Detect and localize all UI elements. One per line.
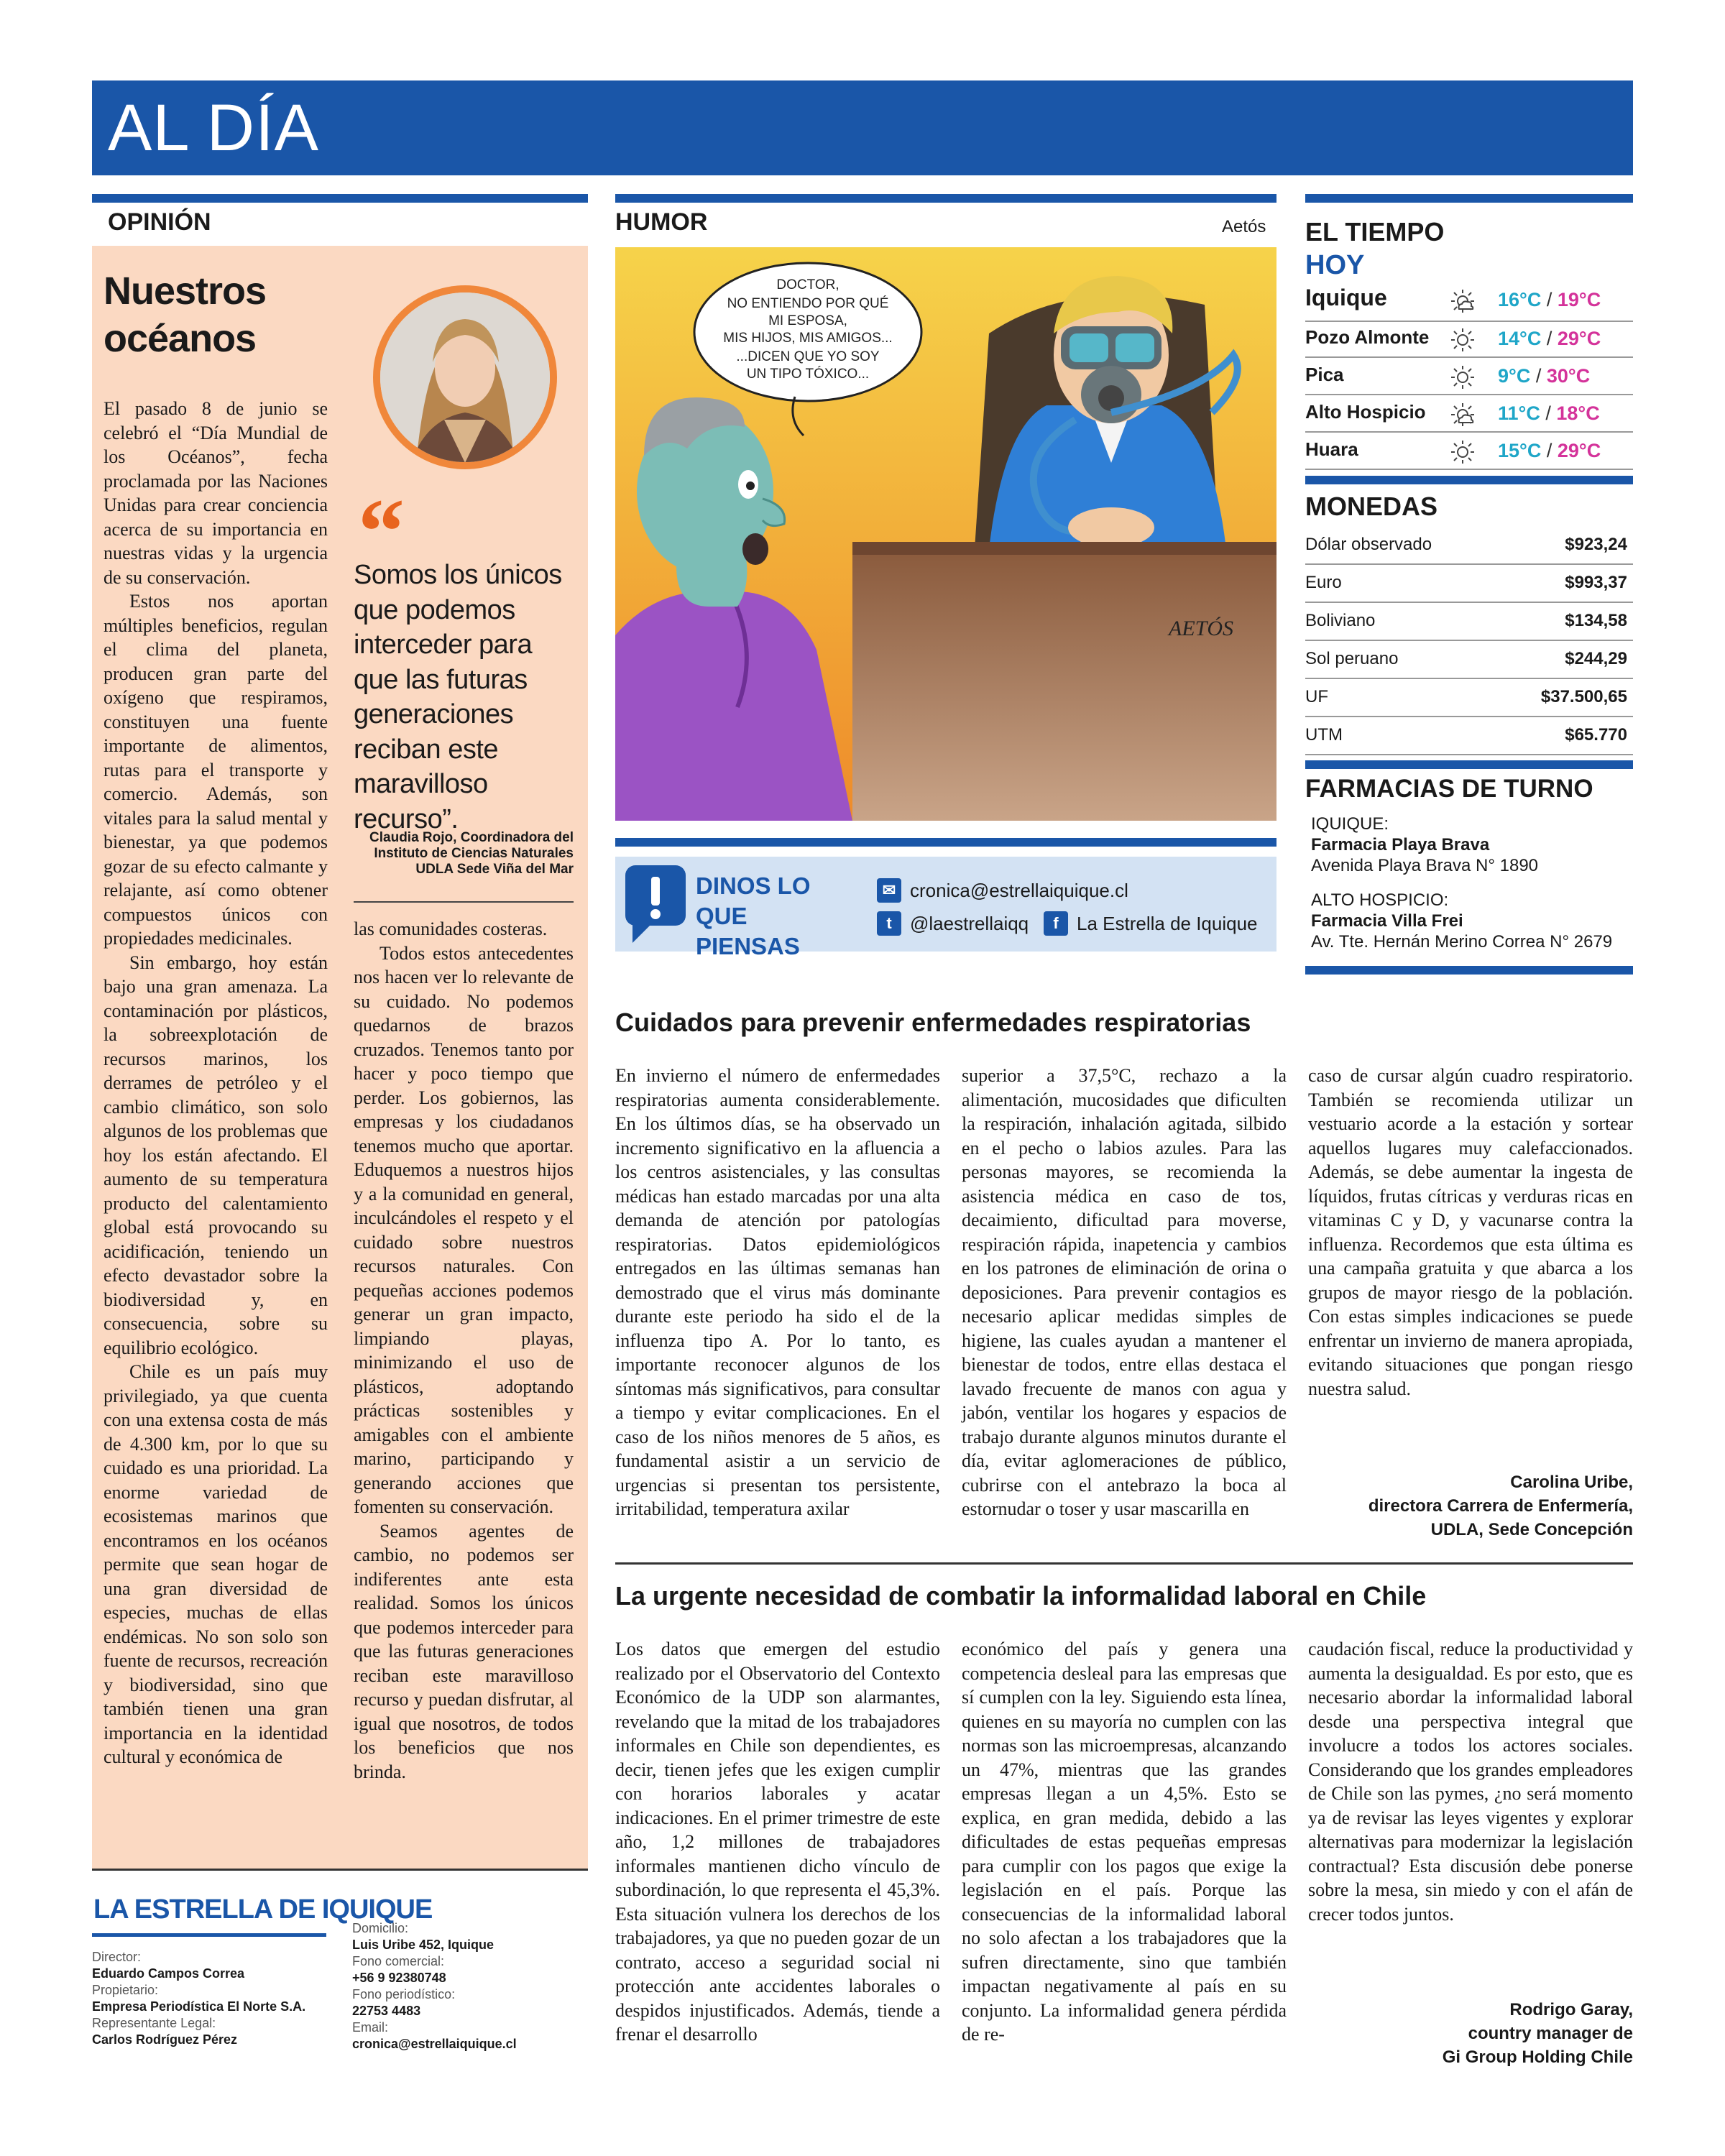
- currency-name: UF: [1305, 687, 1328, 706]
- twitter-icon: t: [877, 911, 901, 936]
- article-2-signature: [1443, 1998, 1633, 2069]
- feedback-twitter-link[interactable]: @laestrellaiqq: [910, 913, 1029, 934]
- pharmacy-item: [1311, 814, 1633, 876]
- currency-row: [1305, 526, 1633, 565]
- paragraph: caso de cursar algún cuadro respiratorio. También se recomienda utilizar un vestuario acorde a la estación y sortear aquellos lugares muy calefaccionados. Además, se debe aumentar la ingesta de líquidos, frutas cítricas y verduras ricas en vitaminas C y D, y vacunarse contra la influenza. Recordemos que esta última es una campaña gratuita y que abarca a los grupos de mayor riesgo de la población. Con estas simples indicaciones se puede enfrentar un invierno de manera apropiada, evitando situaciones que pongan riesgo nuestra salud.: [1308, 1065, 1633, 1399]
- weather-city: Huara: [1305, 438, 1358, 460]
- currency-name: Dólar observado: [1305, 535, 1432, 554]
- staff-label: Representante Legal:: [92, 2016, 216, 2030]
- pharmacy-name: Farmacia Villa Frei: [1311, 911, 1463, 931]
- temp-separator: /: [1545, 402, 1551, 424]
- staff-value: Empresa Periodística El Norte S.A.: [92, 1999, 306, 2014]
- contact-value: 22753 4483: [352, 2004, 421, 2018]
- article-2-column: [615, 1637, 940, 2047]
- weather-city: Iquique: [1305, 285, 1387, 310]
- currency-name: Sol peruano: [1305, 649, 1399, 668]
- author-photo: [358, 283, 572, 471]
- staff-label: Director:: [92, 1950, 142, 1964]
- currency-row: [1305, 564, 1633, 603]
- article-1-title: Cuidados para prevenir enfermedades respiratorias: [615, 1008, 1251, 1037]
- opinion-label: OPINIÓN: [108, 208, 211, 236]
- temp-min: 16°C: [1498, 289, 1542, 310]
- currency-value: $244,29: [1565, 649, 1627, 668]
- dinos-rule: [615, 838, 1276, 847]
- weather-temps: [1498, 289, 1601, 311]
- article-1-signature: [1368, 1470, 1633, 1542]
- weather-city: Alto Hospicio: [1305, 401, 1426, 423]
- currency-row: [1305, 678, 1633, 717]
- bubble-line: NO ENTIENDO POR QUÉ: [727, 296, 889, 311]
- temp-min: 14°C: [1498, 328, 1542, 349]
- masthead-rule: [92, 1869, 588, 1871]
- weather-rule: [1305, 194, 1633, 203]
- article-divider: [615, 1562, 1633, 1565]
- credit-line: UDLA Sede Viña del Mar: [415, 862, 574, 877]
- temp-separator: /: [1546, 328, 1552, 349]
- feedback-facebook-link[interactable]: La Estrella de Iquique: [1077, 913, 1258, 934]
- opinion-title-line: Nuestros: [104, 270, 267, 313]
- weather-row: [1305, 283, 1633, 322]
- article-2-title: La urgente necesidad de combatir la informalidad laboral en Chile: [615, 1581, 1427, 1611]
- currency-row: [1305, 640, 1633, 679]
- sun-icon: [1449, 326, 1476, 354]
- contact-value: +56 9 92380748: [352, 1971, 446, 1985]
- paragraph: Estos nos aportan múltiples beneficios, regulan el clima del planeta, producen gran parte del oxígeno que respiramos, constituyen una fuente importante de alimentos, rutas para el transporte y comercio. Además, son vitales para la salud mental y bienestar, ya que podemos gozar de su efecto calmante y relajante, así como obtener compuestos únicos con propiedades medicinales.: [104, 591, 328, 949]
- paragraph: Chile es un país muy privilegiado, ya que cuenta con una extensa costa de más de 4.300 km, por lo que su cuidado es una prioridad. La enorme variedad de ecosistemas marinos que encontramos en los océanos permite que sean hogar de una gran diversidad de especies, muchas de ellas endémicas. No son solo son fuente de recursos, recreación y biodiversidad, sino que también tienen una gran importancia en la identidad cultural y económica de: [104, 1361, 328, 1767]
- temp-max: 19°C: [1557, 289, 1601, 310]
- bubble-line: MIS HIJOS, MIS AMIGOS...: [723, 331, 893, 346]
- weather-city: Pozo Almonte: [1305, 326, 1430, 348]
- article-2-column: [1308, 1637, 1633, 1926]
- partly-cloudy-icon: [1449, 401, 1476, 428]
- currency-value: $65.770: [1565, 725, 1627, 745]
- contact-label: Email:: [352, 2020, 389, 2035]
- paragraph: superior a 37,5°C, rechazo a la alimentación, mucosidades que dificulten la respiración, inhalación agitada, silbido en el pecho o labios azules. Para las personas mayores, se recomienda la asistencia médica en caso de tos, decaimiento, dificultad para moverse, respiración rápida, inapetencia y cambios en los patrones de eliminación de orina o deposiciones. Para prevenir contagios es necesario aplicar medidas simples de higiene, las cuales ayudan a mantener el bienestar de todos, entre ellas destaca el lavado frecuente de manos con agua y jabón, ventilar los hogares y espacios de trabajo durante algunos minutos durante el día, evitar aglomeraciones de público, cubrirse con el antebrazo la boca al estornudar o toser y usar mascarilla en: [962, 1065, 1287, 1519]
- weather-title: EL TIEMPO: [1305, 217, 1445, 247]
- weather-city: Pica: [1305, 364, 1344, 385]
- pharmacy-name: Farmacia Playa Brava: [1311, 835, 1490, 854]
- signature-line: Rodrigo Garay,: [1509, 2000, 1633, 2019]
- contact-label: Fono periodístico:: [352, 1987, 456, 2001]
- weather-temps: [1498, 365, 1590, 387]
- temp-separator: /: [1546, 440, 1552, 461]
- currency-title: MONEDAS: [1305, 492, 1438, 521]
- weather-temps: [1498, 402, 1600, 425]
- article-1-column: [1308, 1064, 1633, 1401]
- humor-label: HUMOR: [615, 208, 708, 236]
- signature-line: directora Carrera de Enfermería,: [1368, 1496, 1633, 1516]
- paragraph: Los datos que emergen del estudio realizado por el Observatorio del Contexto Económico de la UDP son alarmantes, revelando que la mitad de los trabajadores informales en Chile son dependientes, es decir, tienen jefes que les exigen cumplir con horarios laborales y acatar indicaciones. En el primer trimestre de este año, 1,2 millones de trabajadores informales mantienen dicho vínculo de subordinación, lo que representa el 45,3%. Esta situación vulnera los derechos de los trabajadores, ya que no pueden gozar de un contrato, acceso a seguridad social ni protección ante accidentes laborales o despidos injustificados. Además, tiende a frenar el desarrollo: [615, 1639, 940, 2045]
- currency-rule: [1305, 476, 1633, 484]
- feedback-email-link[interactable]: cronica@estrellaiquique.cl: [910, 880, 1128, 901]
- weather-row: [1305, 322, 1633, 358]
- weather-row: [1305, 359, 1633, 395]
- temp-separator: /: [1535, 365, 1542, 387]
- currency-name: Euro: [1305, 573, 1342, 592]
- quote-mark-icon: “: [358, 480, 405, 584]
- contact-value: Luis Uribe 452, Iquique: [352, 1938, 494, 1952]
- currency-value: $993,37: [1565, 573, 1627, 592]
- temp-min: 15°C: [1498, 440, 1542, 461]
- currency-value: $37.500,65: [1540, 687, 1627, 706]
- cartoon-image: [615, 247, 1276, 821]
- sun-icon: [1449, 364, 1476, 391]
- temp-max: 18°C: [1556, 402, 1600, 424]
- bubble-line: MI ESPOSA,: [768, 313, 847, 328]
- opinion-column-2: [354, 917, 574, 1784]
- staff-label: Propietario:: [92, 1983, 159, 1997]
- opinion-rule: [92, 194, 588, 203]
- weather-temps: [1498, 328, 1601, 350]
- pharmacy-city: ALTO HOSPICIO:: [1311, 890, 1449, 910]
- contact-label: Fono comercial:: [352, 1954, 445, 1968]
- pharmacy-city: IQUIQUE:: [1311, 814, 1389, 834]
- pull-quote: Somos los únicos que podemos interceder para que las futuras generaciones reciban este maravilloso recurso”.: [354, 560, 562, 834]
- bubble-line: UN TIPO TÓXICO...: [746, 367, 870, 382]
- feedback-title: [696, 871, 854, 962]
- paragraph: económico del país y genera una competencia desleal para las empresas que sí cumplen con la ley. Siguiendo esta línea, quienes en su mayoría no cumplen con las normas son las microempresas, alcanzando un 47%, mientras que las grandes empresas llegan a un 4,5%. Esto se explica, en gran medida, debido a las dificultades de estas pequeñas empresas para cumplir con los pagos que exige la legislación en el país. Porque las consecuencias de la informalidad laboral no solo afectan a los trabajadores que la sufren directamente, sino que también impactan negativamente al país en su conjunto. La informalidad genera pérdida de re-: [962, 1639, 1287, 2045]
- weather-row: [1305, 397, 1633, 433]
- opinion-column-1: [104, 397, 328, 1769]
- sun-icon: [1449, 438, 1476, 466]
- currency-value: $134,58: [1565, 611, 1627, 630]
- currency-name: Boliviano: [1305, 611, 1376, 630]
- temp-max: 29°C: [1557, 328, 1601, 349]
- staff-value: Eduardo Campos Correa: [92, 1966, 245, 1981]
- email-icon: ✉: [877, 878, 901, 903]
- contact-email-link[interactable]: cronica@estrellaiquique.cl: [352, 2037, 517, 2051]
- quote-credit: [354, 830, 574, 877]
- paragraph: caudación fiscal, reduce la productividad y aumenta la desigualdad. Es por esto, que es necesario abordar la informalidad laboral desde una perspectiva integral que involucre a todos los actores sociales. Considerando que los grandes empleadores de Chile son las pymes, ¿no será momento ya de revisar las leyes vigentes y explorar alternativas para modernizar la legislación contractual? Esta discusión debe ponerse sobre la mesa, sin miedo y con el afán de crecer todos juntos.: [1308, 1639, 1633, 1925]
- paragraph: El pasado 8 de junio se celebró el “Día Mundial de los Océanos”, fecha proclamada por las Naciones Unidas para crear conciencia acerca de su importancia en nuestras vidas y la urgencia de su conservación.: [104, 398, 328, 588]
- signature-line: Gi Group Holding Chile: [1442, 2047, 1633, 2067]
- opinion-title: [104, 267, 341, 362]
- speech-alert-icon: [622, 862, 689, 946]
- paragraph: Sin embargo, hoy están bajo una gran amenaza. La contaminación por plásticos, la sobreexplotación de recursos marinos, los derrames de petróleo y el cambio climático, son solo algunos de los problemas que hoy los están afectando. El aumento de su temperatura producto del calentamiento global está provocando su acidificación, teniendo un efecto devastador sobre la biodiversidad y, en consecuencia, sobre su equilibrio ecológico.: [104, 952, 328, 1358]
- feedback-title-line: QUE PIENSAS: [696, 903, 800, 959]
- pharmacy-rule: [1305, 760, 1633, 769]
- humor-rule: [615, 194, 1276, 203]
- paragraph: Todos estos antecedentes nos hacen ver lo relevante de su cuidado. No podemos quedarnos de brazos cruzados. Tenemos tanto por hacer y poco tiempo que perder. Los gobiernos, las empresas y los ciudadanos tenemos mucho que aportar. Eduquemos a nuestros hijos y a la comunidad en general, inculcándoles el respeto y el cuidado sobre nuestros recursos naturales. Con pequeñas acciones podemos generar un gran impacto, limpiando playas, minimizando el uso de plásticos, adoptando prácticas sostenibles y amigables con el ambiente marino, participando y generando acciones que fomenten su conservación.: [354, 942, 574, 1517]
- masthead-contact: [352, 1920, 517, 2053]
- article-1-column: [615, 1064, 940, 1521]
- section-banner: [92, 80, 1633, 175]
- masthead-staff: [92, 1949, 305, 2048]
- credit-line: Instituto de Ciencias Naturales: [374, 846, 574, 861]
- temp-separator: /: [1546, 289, 1552, 310]
- divider: [354, 901, 574, 903]
- signature-line: country manager de: [1468, 2024, 1633, 2043]
- staff-value: Carlos Rodríguez Pérez: [92, 2032, 238, 2047]
- weather-row: [1305, 434, 1633, 470]
- weather-today: HOY: [1305, 250, 1365, 280]
- logo-underline: [92, 1933, 326, 1937]
- signature-line: UDLA, Sede Concepción: [1430, 1520, 1633, 1539]
- weather-temps: [1498, 440, 1601, 462]
- facebook-icon: f: [1044, 911, 1068, 936]
- article-1-column: [962, 1064, 1287, 1521]
- temp-min: 9°C: [1498, 365, 1531, 387]
- currency-row: [1305, 717, 1633, 755]
- pharmacy-bottom-rule: [1305, 966, 1633, 975]
- feedback-title-line: DINOS LO: [696, 872, 811, 899]
- paragraph: las comunidades costeras.: [354, 918, 548, 939]
- humor-author: Aetós: [1222, 217, 1266, 236]
- signature-line: Carolina Uribe,: [1510, 1473, 1633, 1492]
- opinion-title-line: océanos: [104, 317, 257, 360]
- pharmacy-item: [1311, 890, 1633, 952]
- currency-row: [1305, 602, 1633, 641]
- currency-value: $923,24: [1565, 535, 1627, 554]
- paragraph: En invierno el número de enfermedades respiratorias aumenta considerablemente. En los últimos días, se ha observado un incremento significativo en la afluencia a los centros asistenciales, y las consultas médicas han estado marcadas por una alta demanda de atención por patologías respiratorias. Datos epidemiológicos entregados en las últimas semanas han demostrado que el virus más dominante durante este periodo ha sido el de la influenza tipo A. Por lo tanto, es importante reconocer algunos de los síntomas más significativos, para consultar a tiempo y evitar complicaciones. En el caso de los niños menores de 5 años, es fundamental asistir a un servicio de urgencias si presentan tos persistente, irritabilidad, temperatura axilar: [615, 1065, 940, 1519]
- temp-max: 30°C: [1546, 365, 1591, 387]
- bubble-line: ...DICEN QUE YO SOY: [736, 349, 880, 364]
- bubble-line: DOCTOR,: [776, 277, 840, 292]
- partly-cloudy-icon: [1449, 287, 1476, 315]
- paragraph: Seamos agentes de cambio, no podemos ser indiferentes ante esta realidad. Somos los únicos que podemos interceder para que las futuras generaciones reciban este maravilloso recurso y puedan disfrutar, al igual que nosotros, de todos los beneficios que nos brinda.: [354, 1520, 574, 1782]
- pharmacy-address: Av. Tte. Hernán Merino Correa N° 2679: [1311, 932, 1613, 952]
- pharmacy-title: FARMACIAS DE TURNO: [1305, 775, 1593, 803]
- newspaper-logo: LA ESTRELLA DE IQUIQUE: [93, 1894, 433, 1925]
- credit-line: Claudia Rojo, Coordinadora del: [369, 830, 574, 845]
- cartoon-signature: AETÓS: [1169, 617, 1233, 640]
- pharmacy-address: Avenida Playa Brava N° 1890: [1311, 856, 1539, 875]
- temp-max: 29°C: [1557, 440, 1601, 461]
- contact-label: Domicilio:: [352, 1921, 409, 1935]
- article-2-column: [962, 1637, 1287, 2047]
- currency-name: UTM: [1305, 725, 1343, 745]
- temp-min: 11°C: [1498, 402, 1540, 424]
- section-title: AL DÍA: [108, 91, 320, 165]
